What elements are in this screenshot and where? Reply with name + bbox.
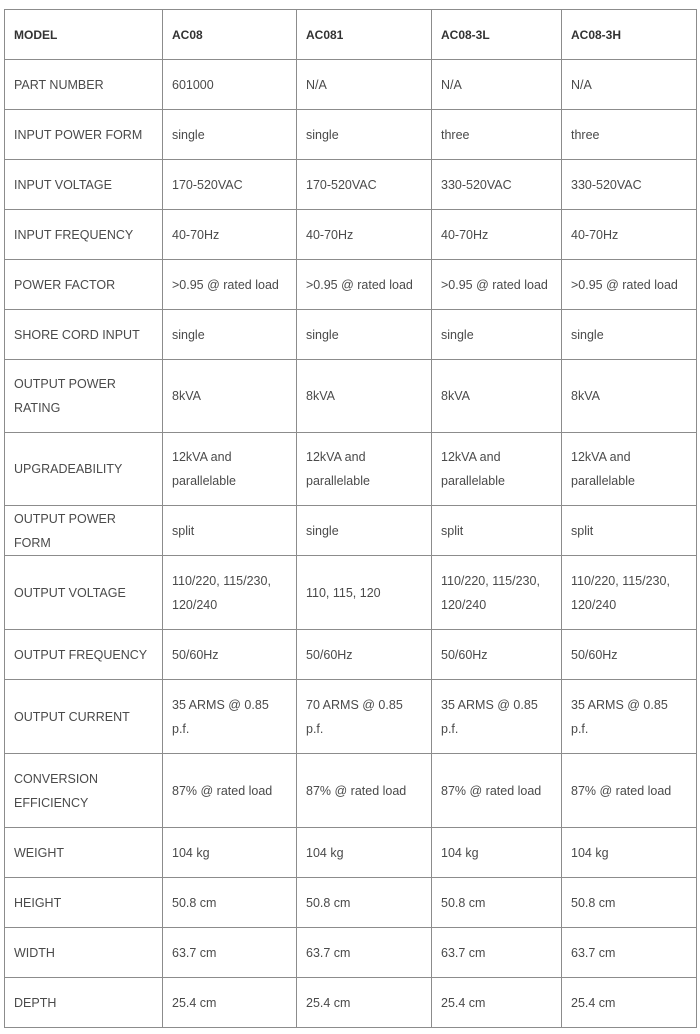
table-cell: single	[297, 110, 432, 160]
table-cell: 25.4 cm	[163, 978, 297, 1028]
row-label: OUTPUT FREQUENCY	[5, 630, 163, 680]
table-row	[5, 878, 697, 928]
table-cell: 110, 115, 120	[297, 556, 432, 630]
table-row	[5, 556, 697, 630]
table-cell: 40-70Hz	[432, 210, 562, 260]
table-row	[5, 630, 697, 680]
header-cell-ac08: AC08	[163, 10, 297, 60]
table-cell: 8kVA	[163, 360, 297, 433]
row-label: PART NUMBER	[5, 60, 163, 110]
table-cell: N/A	[297, 60, 432, 110]
table-cell: 87% @ rated load	[297, 754, 432, 828]
table-cell: 25.4 cm	[297, 978, 432, 1028]
table-cell: 25.4 cm	[432, 978, 562, 1028]
table-cell: >0.95 @ rated load	[163, 260, 297, 310]
table-cell: 110/220, 115/230, 120/240	[562, 556, 697, 630]
table-cell: split	[163, 506, 297, 556]
table-cell: 50.8 cm	[432, 878, 562, 928]
table-cell: >0.95 @ rated load	[432, 260, 562, 310]
table-cell: 8kVA	[432, 360, 562, 433]
row-label: UPGRADEABILITY	[5, 433, 163, 506]
row-label: OUTPUT VOLTAGE	[5, 556, 163, 630]
table-cell: single	[297, 310, 432, 360]
table-cell: 35 ARMS @ 0.85 p.f.	[562, 680, 697, 754]
row-label: WEIGHT	[5, 828, 163, 878]
table-cell: 87% @ rated load	[163, 754, 297, 828]
table-cell: 87% @ rated load	[562, 754, 697, 828]
table-row	[5, 506, 697, 556]
row-label: INPUT VOLTAGE	[5, 160, 163, 210]
table-cell: 50/60Hz	[163, 630, 297, 680]
table-row	[5, 828, 697, 878]
row-label: HEIGHT	[5, 878, 163, 928]
table-row	[5, 60, 697, 110]
table-cell: 330-520VAC	[432, 160, 562, 210]
table-cell: 110/220, 115/230, 120/240	[432, 556, 562, 630]
table-cell: single	[297, 506, 432, 556]
row-label: INPUT FREQUENCY	[5, 210, 163, 260]
table-cell: 50.8 cm	[562, 878, 697, 928]
row-label: SHORE CORD INPUT	[5, 310, 163, 360]
table-row	[5, 110, 697, 160]
table-header-row	[5, 10, 697, 60]
table-cell: 63.7 cm	[297, 928, 432, 978]
table-cell: N/A	[562, 60, 697, 110]
table-row	[5, 978, 697, 1028]
table-cell: 70 ARMS @ 0.85 p.f.	[297, 680, 432, 754]
table-cell: 104 kg	[562, 828, 697, 878]
header-cell-model: MODEL	[5, 10, 163, 60]
row-label: DEPTH	[5, 978, 163, 1028]
table-cell: 12kVA and parallelable	[432, 433, 562, 506]
table-cell: 50.8 cm	[163, 878, 297, 928]
table-row	[5, 210, 697, 260]
row-label: WIDTH	[5, 928, 163, 978]
table-cell: 50/60Hz	[432, 630, 562, 680]
table-cell: 170-520VAC	[163, 160, 297, 210]
table-cell: 104 kg	[163, 828, 297, 878]
table-cell: 8kVA	[562, 360, 697, 433]
row-label: POWER FACTOR	[5, 260, 163, 310]
table-cell: 8kVA	[297, 360, 432, 433]
row-label: OUTPUT CURRENT	[5, 680, 163, 754]
table-cell: 50.8 cm	[297, 878, 432, 928]
table-cell: 25.4 cm	[562, 978, 697, 1028]
header-cell-ac081: AC081	[297, 10, 432, 60]
table-row	[5, 260, 697, 310]
table-cell: 40-70Hz	[297, 210, 432, 260]
spec-table-container	[4, 9, 696, 1028]
table-cell: 104 kg	[432, 828, 562, 878]
table-cell: 35 ARMS @ 0.85 p.f.	[432, 680, 562, 754]
table-cell: three	[562, 110, 697, 160]
table-cell: single	[163, 110, 297, 160]
table-cell: 601000	[163, 60, 297, 110]
row-label: CONVERSION EFFICIENCY	[5, 754, 163, 828]
table-cell: single	[163, 310, 297, 360]
table-cell: split	[432, 506, 562, 556]
table-cell: 50/60Hz	[297, 630, 432, 680]
table-cell: N/A	[432, 60, 562, 110]
table-cell: >0.95 @ rated load	[562, 260, 697, 310]
table-cell: 170-520VAC	[297, 160, 432, 210]
table-cell: 12kVA and parallelable	[163, 433, 297, 506]
table-cell: 104 kg	[297, 828, 432, 878]
table-cell: 50/60Hz	[562, 630, 697, 680]
table-cell: split	[562, 506, 697, 556]
table-cell: 63.7 cm	[562, 928, 697, 978]
table-cell: 330-520VAC	[562, 160, 697, 210]
table-cell: 87% @ rated load	[432, 754, 562, 828]
header-cell-ac08-3h: AC08-3H	[562, 10, 697, 60]
table-cell: 12kVA and parallelable	[562, 433, 697, 506]
header-cell-ac08-3l: AC08-3L	[432, 10, 562, 60]
table-row	[5, 680, 697, 754]
table-row	[5, 160, 697, 210]
table-cell: 40-70Hz	[163, 210, 297, 260]
table-row	[5, 360, 697, 433]
row-label: OUTPUT POWER FORM	[5, 506, 163, 556]
table-row	[5, 754, 697, 828]
table-cell: 40-70Hz	[562, 210, 697, 260]
table-cell: 12kVA and parallelable	[297, 433, 432, 506]
table-cell: 63.7 cm	[432, 928, 562, 978]
table-row	[5, 310, 697, 360]
table-row	[5, 928, 697, 978]
table-row	[5, 433, 697, 506]
table-cell: >0.95 @ rated load	[297, 260, 432, 310]
table-cell: three	[432, 110, 562, 160]
row-label: INPUT POWER FORM	[5, 110, 163, 160]
spec-table	[4, 9, 697, 1028]
row-label: OUTPUT POWER RATING	[5, 360, 163, 433]
table-cell: 110/220, 115/230, 120/240	[163, 556, 297, 630]
table-cell: 35 ARMS @ 0.85 p.f.	[163, 680, 297, 754]
table-cell: 63.7 cm	[163, 928, 297, 978]
table-cell: single	[432, 310, 562, 360]
table-cell: single	[562, 310, 697, 360]
